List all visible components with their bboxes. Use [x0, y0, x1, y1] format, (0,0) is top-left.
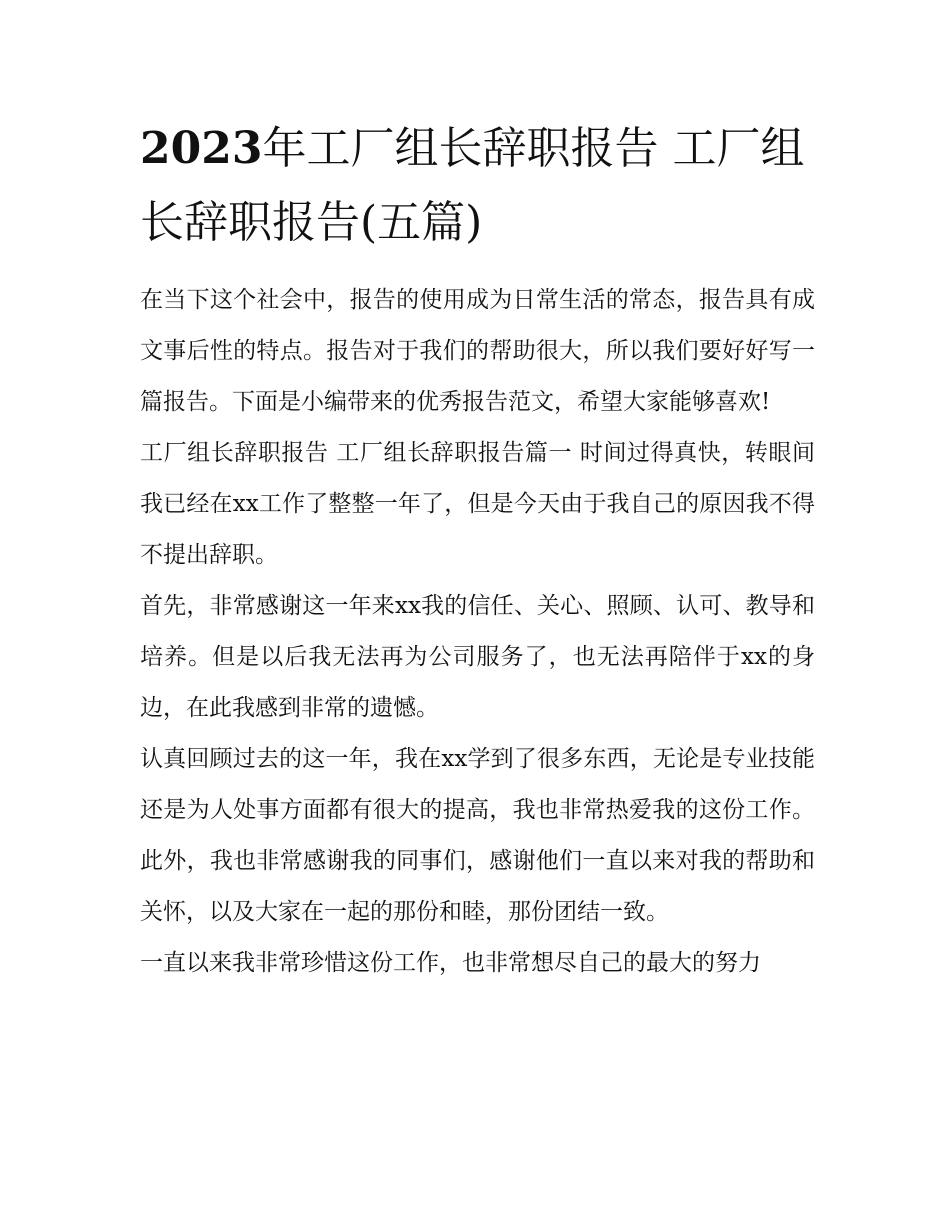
document-body — [140, 275, 815, 989]
document-title — [140, 112, 820, 260]
title-text: 年工厂组长辞职报告 工厂组长辞职报告(五篇) — [140, 123, 805, 248]
paragraph-3: 认真回顾过去的这一年，我在xx学到了很多东西，无论是专业技能还是为人处事方面都有很大的提高，我也非常热爱我的这份工作。此外，我也非常感谢我的同事们，感谢他们一直以来对我的帮助和关怀，以及大家在一起的那份和睦，那份团结一致。 — [140, 746, 815, 925]
title-year: 2023 — [140, 123, 263, 174]
paragraph-2: 首先，非常感谢这一年来xx我的信任、关心、照顾、认可、教导和培养。但是以后我无法再为公司服务了，也无法再陪伴于xx的身边，在此我感到非常的遗憾。 — [140, 593, 815, 721]
paragraph-4: 一直以来我非常珍惜这份工作，也非常想尽自己的最大的努力 — [140, 950, 761, 976]
paragraph-1: 工厂组长辞职报告 工厂组长辞职报告篇一 时间过得真快，转眼间我已经在xx工作了整整一年了，但是今天由于我自己的原因我不得不提出辞职。 — [140, 440, 815, 568]
paragraph-intro: 在当下这个社会中，报告的使用成为日常生活的常态，报告具有成文事后性的特点。报告对于我们的帮助很大，所以我们要好好写一篇报告。下面是小编带来的优秀报告范文，希望大家能够喜欢! — [140, 287, 815, 415]
